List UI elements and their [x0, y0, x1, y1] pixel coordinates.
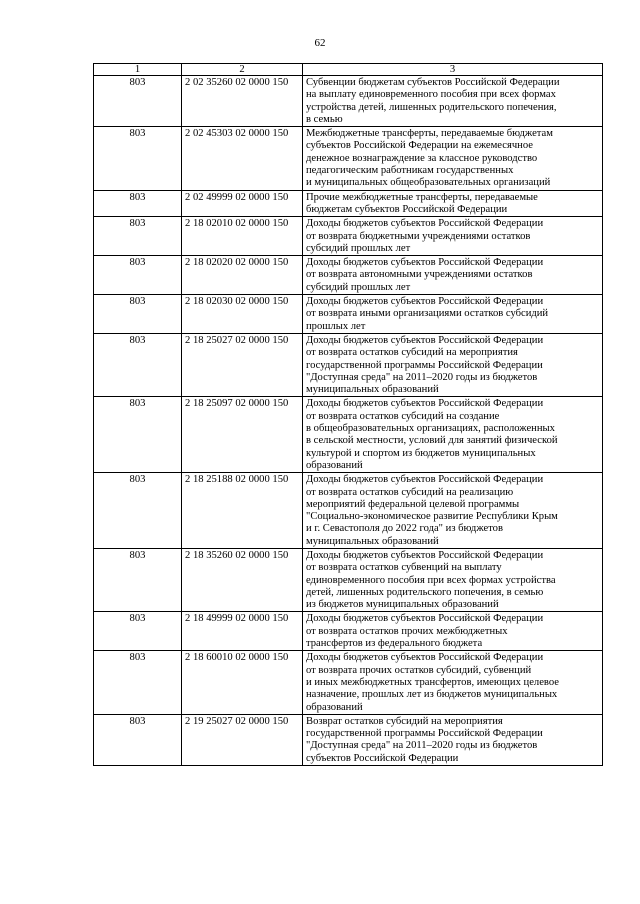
- income-name-cell: [303, 256, 603, 295]
- income-name-cell: [303, 397, 603, 473]
- income-name-line: "Социально-экономическое развитие Республики Крым: [306, 511, 558, 523]
- income-name-line: денежное вознаграждение за классное руководство: [306, 152, 538, 164]
- income-name-cell: [303, 651, 603, 714]
- income-name-line: в семью: [306, 113, 343, 125]
- income-name-line: Доходы бюджетов субъектов Российской Федерации: [306, 257, 544, 269]
- admin-code-cell: 803: [94, 76, 182, 127]
- income-name-cell: [303, 127, 603, 190]
- income-name-line: от возврата остатков субсидий на мероприятия: [306, 347, 518, 359]
- income-name-line: от возврата иными организациями остатков субсидий: [306, 308, 549, 320]
- admin-code-cell: 803: [94, 333, 182, 396]
- income-name-cell: [303, 217, 603, 256]
- income-name-line: назначение, прошлых лет из бюджетов муниципальных: [306, 689, 558, 701]
- classification-code-cell: 2 18 02020 02 0000 150: [182, 256, 303, 295]
- table-row: [94, 714, 603, 765]
- classification-code-cell: 2 18 49999 02 0000 150: [182, 612, 303, 651]
- admin-code-cell: 803: [94, 714, 182, 765]
- page-number: 62: [314, 37, 326, 49]
- admin-code-cell: 803: [94, 612, 182, 651]
- income-name-line: Доходы бюджетов субъектов Российской Федерации: [306, 334, 544, 346]
- table-header-row: [94, 64, 603, 76]
- income-name-line: государственной программы Российской Федерации: [306, 728, 543, 740]
- income-name-cell: [303, 473, 603, 549]
- income-name-line: Доходы бюджетов субъектов Российской Федерации: [306, 549, 544, 561]
- income-name-line: Доходы бюджетов субъектов Российской Федерации: [306, 474, 544, 486]
- admin-code-cell: 803: [94, 217, 182, 256]
- classification-code-cell: 2 02 35260 02 0000 150: [182, 76, 303, 127]
- classification-code-cell: 2 18 25027 02 0000 150: [182, 333, 303, 396]
- income-name-line: Субвенции бюджетам субъектов Российской Федерации: [306, 77, 560, 88]
- table-row: [94, 256, 603, 295]
- income-name-line: Доходы бюджетов субъектов Российской Федерации: [306, 218, 544, 230]
- income-name-line: бюджетам субъектов Российской Федерации: [306, 203, 508, 215]
- income-name-line: Прочие межбюджетные трансферты, передаваемые: [306, 191, 538, 203]
- income-name-line: единовременного пособия при всех формах устройства: [306, 574, 556, 586]
- admin-code-cell: 803: [94, 548, 182, 611]
- income-name-line: от возврата остатков субсидий на реализацию: [306, 486, 514, 498]
- income-name-cell: [303, 295, 603, 334]
- income-name-line: муниципальных образований: [306, 384, 439, 396]
- income-name-cell: [303, 190, 603, 217]
- column-header-2: 2: [182, 64, 303, 76]
- classification-code-cell: 2 18 60010 02 0000 150: [182, 651, 303, 714]
- income-name-line: субъектов Российской Федерации на ежемесячное: [306, 140, 533, 152]
- budget-classification-table: [93, 63, 603, 766]
- table-row: [94, 333, 603, 396]
- admin-code-cell: 803: [94, 190, 182, 217]
- income-name-cell: [303, 714, 603, 765]
- income-name-line: от возврата остатков прочих межбюджетных: [306, 625, 508, 637]
- income-name-line: на выплату единовременного пособия при всех формах: [306, 89, 556, 101]
- income-name-line: субъектов Российской Федерации: [306, 752, 459, 764]
- income-name-line: от возврата остатков субвенций на выплату: [306, 562, 502, 574]
- income-name-line: Доходы бюджетов субъектов Российской Федерации: [306, 296, 544, 308]
- income-name-line: Возврат остатков субсидий на мероприятия: [306, 715, 503, 727]
- admin-code-cell: 803: [94, 256, 182, 295]
- income-name-line: государственной программы Российской Федерации: [306, 359, 543, 371]
- table-row: [94, 397, 603, 473]
- table-row: [94, 190, 603, 217]
- table-row: [94, 217, 603, 256]
- admin-code-cell: 803: [94, 127, 182, 190]
- classification-code-cell: 2 18 35260 02 0000 150: [182, 548, 303, 611]
- income-name-line: устройства детей, лишенных родительского попечения,: [306, 101, 557, 113]
- income-name-line: в общеобразовательных организациях, расположенных: [306, 423, 555, 435]
- income-name-cell: [303, 612, 603, 651]
- income-name-line: педагогическим работникам государственных: [306, 165, 514, 177]
- table-row: [94, 295, 603, 334]
- income-name-line: в сельской местности, условий для занятий физической: [306, 435, 558, 447]
- classification-code-cell: 2 18 25188 02 0000 150: [182, 473, 303, 549]
- classification-code-cell: 2 18 02010 02 0000 150: [182, 217, 303, 256]
- income-name-cell: [303, 548, 603, 611]
- table-row: [94, 76, 603, 127]
- income-name-line: Доходы бюджетов субъектов Российской Федерации: [306, 652, 544, 664]
- admin-code-cell: 803: [94, 397, 182, 473]
- income-name-line: от возврата остатков субсидий на создание: [306, 410, 500, 422]
- classification-code-cell: 2 18 25097 02 0000 150: [182, 397, 303, 473]
- income-name-line: от возврата бюджетными учреждениями остатков: [306, 230, 531, 242]
- table-row: [94, 548, 603, 611]
- income-name-line: Межбюджетные трансферты, передаваемые бюджетам: [306, 128, 553, 140]
- income-name-line: детей, лишенных родительского попечения, в семью: [306, 586, 544, 598]
- income-name-line: от возврата прочих остатков субсидий, субвенций: [306, 664, 532, 676]
- income-name-line: культурой и спортом из бюджетов муниципальных: [306, 447, 536, 459]
- table-row: [94, 127, 603, 190]
- income-name-line: Доходы бюджетов субъектов Российской Федерации: [306, 398, 544, 410]
- column-header-3: 3: [303, 64, 603, 76]
- income-name-cell: [303, 76, 603, 127]
- income-name-line: и г. Севастополя до 2022 года" из бюджетов: [306, 523, 503, 535]
- classification-code-cell: 2 19 25027 02 0000 150: [182, 714, 303, 765]
- classification-code-cell: 2 02 49999 02 0000 150: [182, 190, 303, 217]
- income-name-line: образований: [306, 459, 363, 471]
- income-name-line: и муниципальных общеобразовательных организаций: [306, 177, 551, 189]
- admin-code-cell: 803: [94, 295, 182, 334]
- income-name-line: "Доступная среда" на 2011–2020 годы из бюджетов: [306, 740, 538, 752]
- income-name-line: образований: [306, 701, 363, 713]
- admin-code-cell: 803: [94, 473, 182, 549]
- income-name-line: "Доступная среда" на 2011–2020 годы из бюджетов: [306, 371, 538, 383]
- income-name-line: субсидий прошлых лет: [306, 242, 411, 254]
- classification-code-cell: 2 18 02030 02 0000 150: [182, 295, 303, 334]
- income-name-cell: [303, 333, 603, 396]
- income-name-line: прошлых лет: [306, 320, 366, 332]
- table-row: [94, 473, 603, 549]
- table-row: [94, 651, 603, 714]
- income-name-line: трансфертов из федерального бюджета: [306, 638, 483, 650]
- income-name-line: и иных межбюджетных трансфертов, имеющих целевое: [306, 676, 559, 688]
- income-name-line: Доходы бюджетов субъектов Российской Федерации: [306, 613, 544, 625]
- income-name-line: субсидий прошлых лет: [306, 281, 411, 293]
- classification-code-cell: 2 02 45303 02 0000 150: [182, 127, 303, 190]
- income-name-line: из бюджетов муниципальных образований: [306, 599, 499, 611]
- income-name-line: муниципальных образований: [306, 535, 439, 547]
- income-name-line: от возврата автономными учреждениями остатков: [306, 269, 533, 281]
- income-name-line: мероприятий федеральной целевой программы: [306, 498, 520, 510]
- column-header-1: 1: [94, 64, 182, 76]
- admin-code-cell: 803: [94, 651, 182, 714]
- table-row: [94, 612, 603, 651]
